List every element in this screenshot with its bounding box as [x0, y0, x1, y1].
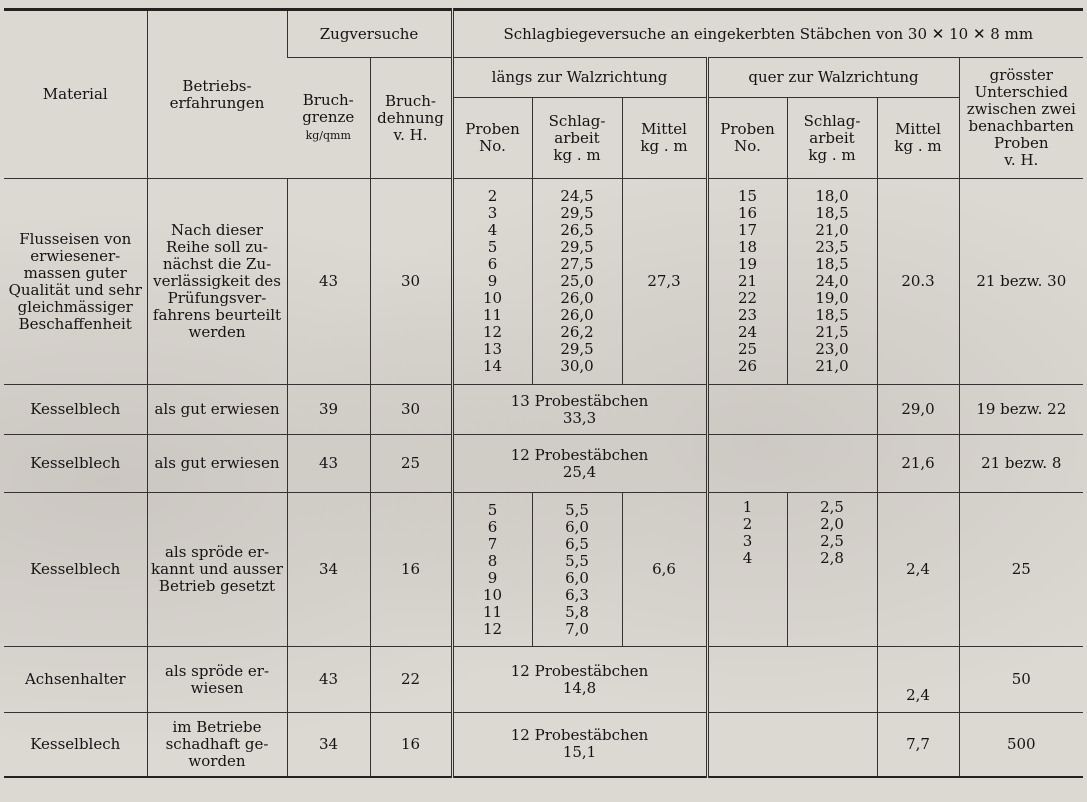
- header-bruchdehnung: [370, 58, 452, 179]
- cell-betrieb: als spröde er- wiesen: [147, 647, 287, 713]
- cell-q-arbeit: 2,5 2,0 2,5 2,8: [787, 493, 877, 647]
- header-betrieb: Betriebs- erfahrungen: [147, 10, 287, 179]
- cell-bruchgrenze: 34: [287, 493, 370, 647]
- cell-bruchgrenze: 43: [287, 647, 370, 713]
- cell-material: Flusseisen von erwiesener- massen guter Qualität und sehr gleichmässiger Beschaffenheit: [8, 229, 142, 333]
- cell-probe-count: 13 Probestäbchen: [510, 391, 649, 410]
- cell-bruchdehnung: 25: [370, 435, 452, 493]
- header-l-mittel: Mittel kg . m: [622, 98, 707, 179]
- header-q-mittel: Mittel kg . m: [877, 98, 959, 179]
- cell-material: Achsenhalter: [4, 647, 147, 713]
- table-row: [4, 179, 1083, 385]
- cell-unterschied: 19 bezw. 22: [959, 385, 1083, 435]
- cell-unterschied: 500: [959, 713, 1083, 777]
- cell-q-mittel: 29,0: [877, 385, 959, 435]
- cell-material: Kesselblech: [4, 385, 147, 435]
- header-q-schlagarbeit: Schlag- arbeit kg . m: [787, 98, 877, 179]
- header-q-proben: Proben No.: [707, 98, 787, 179]
- header-laengs: längs zur Walzrichtung: [452, 58, 707, 98]
- table-row: [4, 713, 1083, 777]
- cell-q-mittel: 21,6: [877, 435, 959, 493]
- cell-probe-count: 12 Probestäbchen: [510, 661, 649, 680]
- cell-unterschied: 21 bezw. 30: [959, 179, 1083, 385]
- cell-unterschied: 21 bezw. 8: [959, 435, 1083, 493]
- table-row: [4, 493, 1083, 647]
- test-results-table: [4, 8, 1083, 778]
- header-bruchgrenze: [287, 58, 370, 179]
- cell-betrieb: im Betriebe schadhaft ge- worden: [147, 713, 287, 777]
- cell-betrieb: als spröde er- kannt und ausser Betrieb gesetzt: [147, 493, 287, 647]
- cell-q-mittel: 20.3: [877, 179, 959, 385]
- cell-l-mittel: 6,6: [622, 493, 707, 647]
- cell-bruchdehnung: 16: [370, 493, 452, 647]
- cell-l-group: [452, 385, 707, 435]
- cell-l-mittel: 27,3: [622, 179, 707, 385]
- cell-bruchgrenze: 43: [287, 179, 370, 385]
- cell-betrieb: Nach dieser Reihe soll zu- nächst die Zu- verlässigkeit des Prüfungsver- fahrens beurteilt werden: [147, 179, 287, 385]
- cell-betrieb: als gut erwiesen: [147, 435, 287, 493]
- header-bruchdehnung-label: Bruch- dehnung: [377, 91, 444, 127]
- header-bruchdehnung-unit: v. H.: [393, 125, 428, 144]
- header-l-schlagarbeit: Schlag- arbeit kg . m: [532, 98, 622, 179]
- cell-bruchdehnung: 30: [370, 179, 452, 385]
- cell-material: Kesselblech: [4, 435, 147, 493]
- cell-q-blank: [707, 647, 877, 713]
- cell-unterschied: 50: [959, 647, 1083, 713]
- cell-q-blank: [707, 435, 877, 493]
- cell-bruchdehnung: 16: [370, 713, 452, 777]
- cell-l-arbeit: 24,5 29,5 26,5 29,5 27,5 25,0 26,0 26,0 26,2 29,5 30,0: [532, 179, 622, 385]
- header-l-proben: Proben No.: [452, 98, 532, 179]
- cell-betrieb: als gut erwiesen: [147, 385, 287, 435]
- cell-l-value: 25,4: [562, 462, 597, 481]
- cell-l-group: [452, 713, 707, 777]
- table-row: [4, 435, 1083, 493]
- cell-q-mittel: 2,4: [877, 493, 959, 647]
- cell-l-value: 15,1: [562, 743, 597, 762]
- table-row: [4, 385, 1083, 435]
- header-schlagbiege: Schlagbiegeversuche an eingekerbten Stäbchen von 30 ✕ 10 ✕ 8 mm: [452, 10, 1083, 58]
- cell-bruchgrenze: 39: [287, 385, 370, 435]
- cell-l-proben: 5 6 7 8 9 10 11 12: [452, 493, 532, 647]
- cell-l-group: [452, 435, 707, 493]
- cell-bruchdehnung: 30: [370, 385, 452, 435]
- cell-q-arbeit: 18,0 18,5 21,0 23,5 18,5 24,0 19,0 18,5 21,5 23,0 21,0: [787, 179, 877, 385]
- cell-l-group: [452, 647, 707, 713]
- cell-material: Kesselblech: [4, 493, 147, 647]
- cell-q-mittel: 7,7: [877, 713, 959, 777]
- header-bruchgrenze-unit: kg/qmm: [305, 129, 351, 142]
- table-row: [4, 647, 1083, 713]
- cell-bruchgrenze: 43: [287, 435, 370, 493]
- header-bruchgrenze-label: Bruch- grenze: [302, 91, 355, 126]
- cell-q-blank: [707, 713, 877, 777]
- cell-unterschied: 25: [959, 493, 1083, 647]
- cell-q-mittel: 2,4: [877, 647, 959, 713]
- cell-material: Kesselblech: [4, 713, 147, 777]
- header-unterschied: grösster Unterschied zwischen zwei benachbarten Proben v. H.: [959, 58, 1083, 179]
- header-zugversuche: Zugversuche: [287, 10, 452, 58]
- cell-l-value: 14,8: [562, 678, 597, 697]
- cell-l-proben: 2 3 4 5 6 9 10 11 12 13 14: [452, 179, 532, 385]
- cell-q-blank: [707, 385, 877, 435]
- cell-probe-count: 12 Probestäbchen: [510, 445, 649, 464]
- cell-l-value: 33,3: [562, 408, 597, 427]
- cell-l-arbeit: 5,5 6,0 6,5 5,5 6,0 6,3 5,8 7,0: [532, 493, 622, 647]
- cell-q-proben: 15 16 17 18 19 21 22 23 24 25 26: [707, 179, 787, 385]
- header-quer: quer zur Walzrichtung: [707, 58, 959, 98]
- cell-bruchdehnung: 22: [370, 647, 452, 713]
- header-material: Material: [4, 10, 147, 179]
- cell-probe-count: 12 Probestäbchen: [510, 726, 649, 745]
- cell-bruchgrenze: 34: [287, 713, 370, 777]
- cell-q-proben: 1 2 3 4: [707, 493, 787, 647]
